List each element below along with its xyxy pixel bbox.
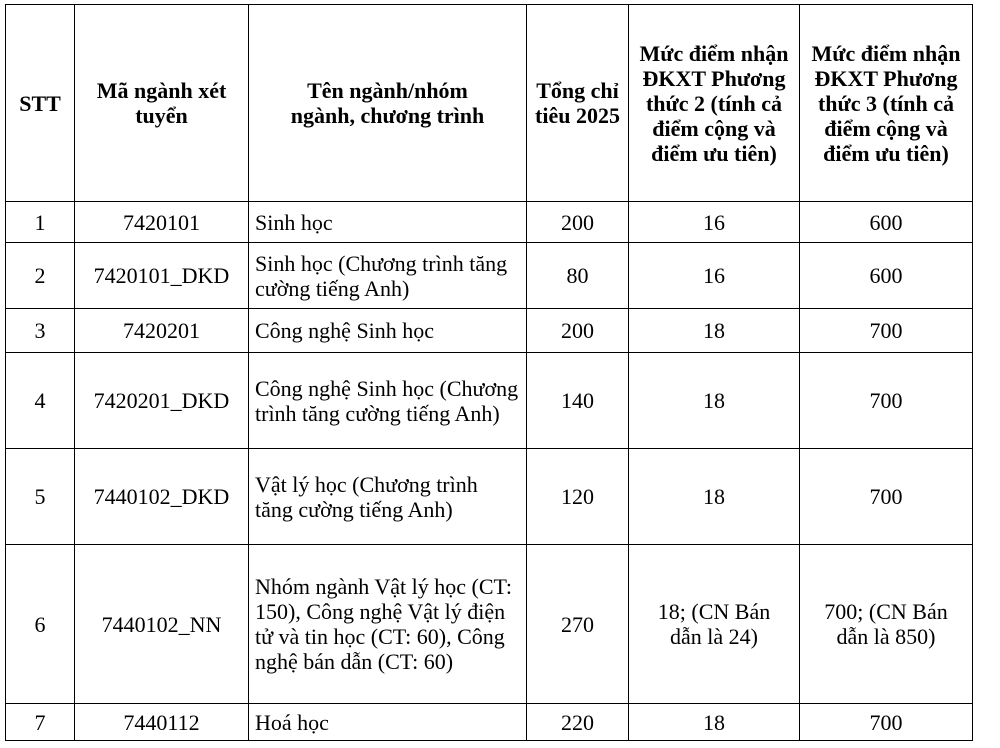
cell-total-quota: 140 [527,353,629,449]
cell-major-name: Sinh học (Chương trình tăng cường tiếng Anh) [249,243,527,309]
cell-total-quota: 120 [527,449,629,545]
cell-method-2: 18 [629,449,800,545]
cell-stt: 5 [6,449,75,545]
table-header-row [6,5,973,202]
cell-method-2: 18 [629,704,800,741]
table-row [6,243,973,309]
admissions-table [5,4,973,741]
header-major-name: Tên ngành/nhóm ngành, chương trình [249,5,527,202]
cell-stt: 4 [6,353,75,449]
cell-method-3: 700 [800,704,973,741]
header-method-3: Mức điểm nhận ĐKXT Phương thức 3 (tính cả điểm cộng và điểm ưu tiên) [800,5,973,202]
cell-method-3: 600 [800,202,973,243]
header-major-code: Mã ngành xét tuyển [75,5,249,202]
cell-major-name: Sinh học [249,202,527,243]
cell-major-code: 7420201_DKD [75,353,249,449]
cell-major-code: 7440102_DKD [75,449,249,545]
table-row [6,309,973,353]
cell-stt: 3 [6,309,75,353]
cell-stt: 1 [6,202,75,243]
cell-method-3: 700; (CN Bán dẫn là 850) [800,545,973,704]
table-row [6,704,973,741]
cell-method-3: 600 [800,243,973,309]
cell-major-name: Công nghệ Sinh học [249,309,527,353]
header-total-quota: Tổng chỉ tiêu 2025 [527,5,629,202]
cell-total-quota: 200 [527,309,629,353]
cell-method-2: 16 [629,202,800,243]
table-row [6,353,973,449]
table-row [6,449,973,545]
cell-stt: 6 [6,545,75,704]
cell-method-2: 18; (CN Bán dẫn là 24) [629,545,800,704]
header-method-2: Mức điểm nhận ĐKXT Phương thức 2 (tính cả điểm cộng và điểm ưu tiên) [629,5,800,202]
header-stt: STT [6,5,75,202]
cell-stt: 7 [6,704,75,741]
cell-total-quota: 270 [527,545,629,704]
cell-total-quota: 220 [527,704,629,741]
cell-major-code: 7420101_DKD [75,243,249,309]
cell-major-name: Hoá học [249,704,527,741]
cell-major-code: 7440112 [75,704,249,741]
cell-method-3: 700 [800,309,973,353]
cell-major-code: 7440102_NN [75,545,249,704]
cell-method-2: 18 [629,353,800,449]
table-row [6,545,973,704]
cell-stt: 2 [6,243,75,309]
cell-major-code: 7420201 [75,309,249,353]
cell-method-2: 16 [629,243,800,309]
cell-major-name: Nhóm ngành Vật lý học (CT: 150), Công nghệ Vật lý điện tử và tin học (CT: 60), Công nghệ bán dẫn (CT: 60) [249,545,527,704]
cell-total-quota: 80 [527,243,629,309]
cell-major-code: 7420101 [75,202,249,243]
cell-major-name: Công nghệ Sinh học (Chương trình tăng cường tiếng Anh) [249,353,527,449]
cell-method-3: 700 [800,353,973,449]
cell-method-3: 700 [800,449,973,545]
cell-major-name: Vật lý học (Chương trình tăng cường tiếng Anh) [249,449,527,545]
cell-total-quota: 200 [527,202,629,243]
table-row [6,202,973,243]
cell-method-2: 18 [629,309,800,353]
